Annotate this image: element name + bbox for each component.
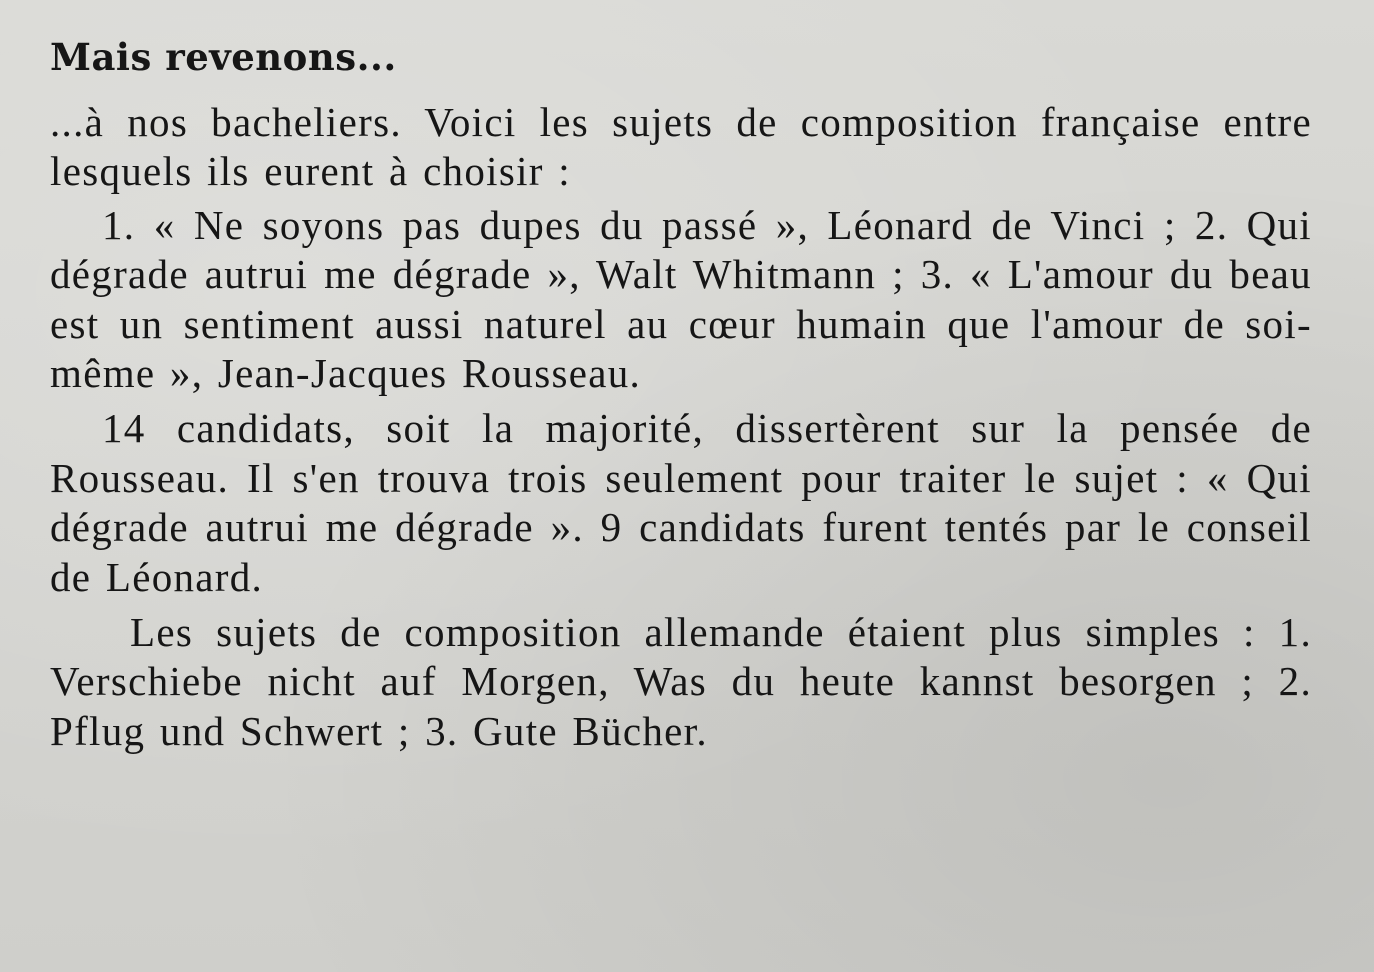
paragraph-intro: ...à nos bacheliers. Voici les sujets de composition française entre lesquels ils eurent à choisir :: [50, 99, 1312, 195]
paragraph-german-subjects: Les sujets de composition allemande étaient plus simples : 1. Verschiebe nicht auf Morgen, Was du heute kannst besorgen ; 2. Pflug und Schwert ; 3. Gute Bücher.: [50, 609, 1312, 754]
paragraph-subjects-list: 1. « Ne soyons pas dupes du passé », Léonard de Vinci ; 2. Qui dégrade autrui me dégrade », Walt Whitmann ; 3. « L'amour du beau est un sentiment aussi naturel au cœur humain que l'amour de soi-même », Jean-Jacques Rousseau.: [50, 201, 1312, 397]
article-text: [50, 28, 1312, 756]
paragraph-candidates: 14 candidats, soit la majorité, dissertèrent sur la pensée de Rousseau. Il s'en trouva trois seulement pour traiter le sujet : « Qui dégrade autrui me dégrade ». 9 candidats furent tentés par le conseil de Léonard.: [50, 405, 1312, 600]
section-heading: Mais revenons...: [50, 35, 397, 79]
